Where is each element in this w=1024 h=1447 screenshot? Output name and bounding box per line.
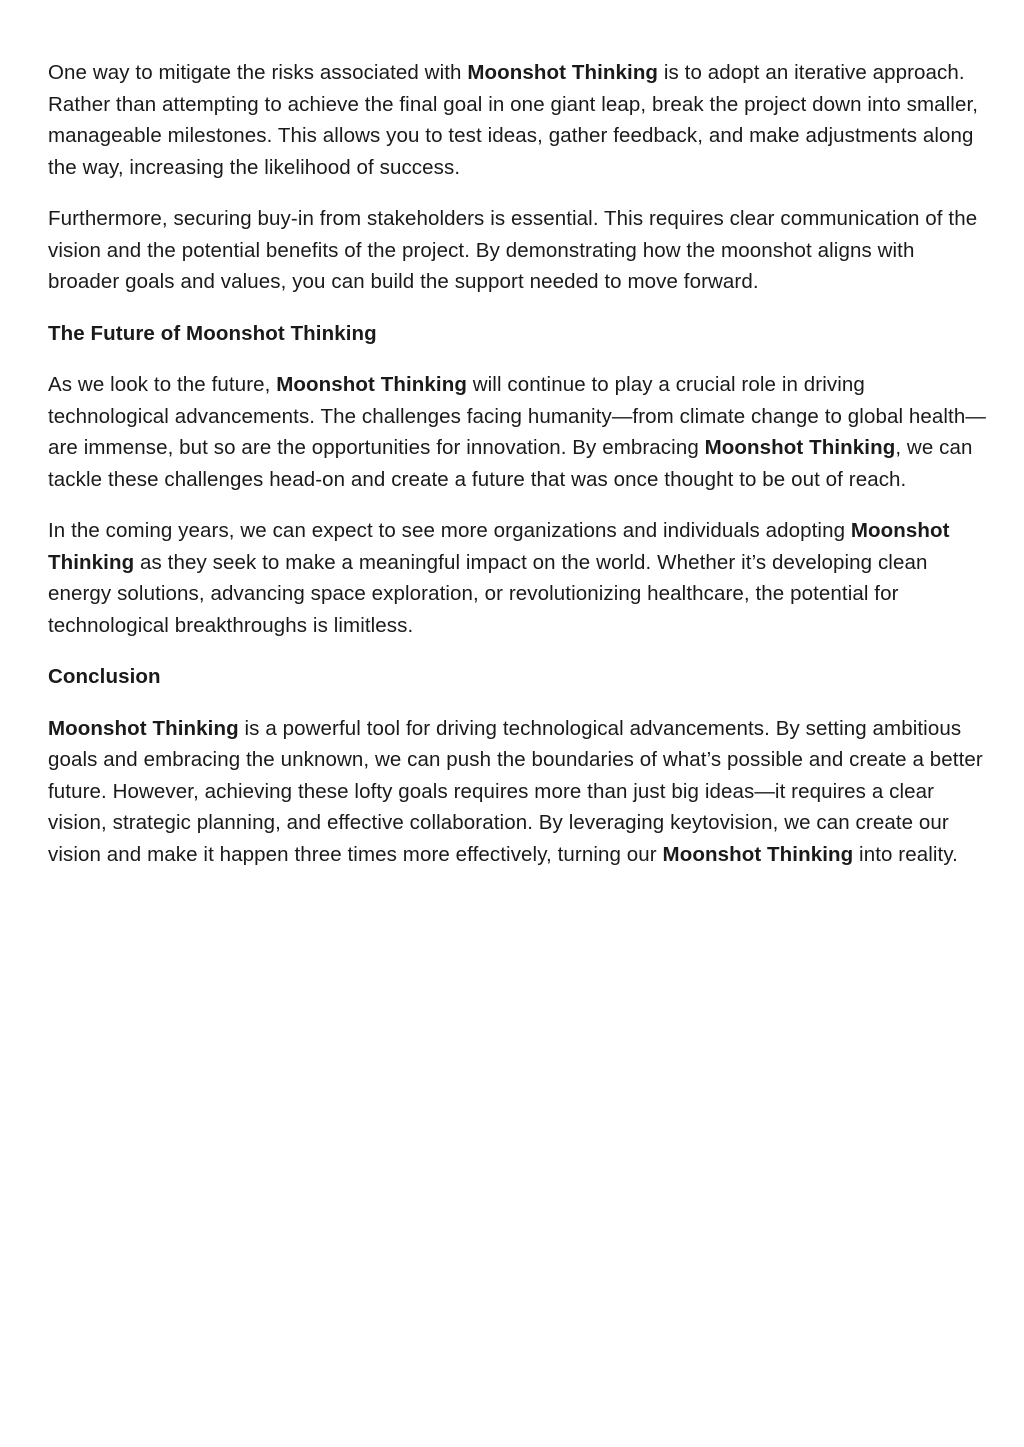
paragraph-stakeholder-buy-in [48,203,988,298]
paragraph-iterative-approach [48,57,988,183]
bold-term: Moonshot Thinking [276,373,467,396]
bold-term: Moonshot Thinking [662,842,854,866]
bold-term: Moonshot Thinking [704,436,896,459]
section-heading-future: The Future of Moonshot Thinking [48,321,377,345]
paragraph-text: , we can tackle these challenges head-on and create a future that was once thought to be out of reach. [48,436,973,491]
bold-term: Moonshot Thinking [467,61,659,84]
paragraph-coming-years [48,515,988,641]
paragraph-text: Furthermore, securing buy-in from stakeholders is essential. This requires clear communication of the vision and the potential benefits of the project. By demonstrating how the moonshot aligns with broader goals and values, you can build the support needed to move forward. [48,207,978,293]
paragraph-text: In the coming years, we can expect to see more organizations and individuals adopting [48,519,851,542]
paragraph-text: As we look to the future, [48,373,277,396]
bold-term: Moonshot Thinking [48,519,950,574]
bold-term: Moonshot Thinking [48,716,239,740]
document-body [48,57,988,890]
paragraph-text: into reality. [853,842,958,866]
section-heading-conclusion: Conclusion [48,665,161,688]
paragraph-conclusion [48,713,988,871]
paragraph-future-role [48,369,988,495]
paragraph-text: as they seek to make a meaningful impact on the world. Whether it’s developing clean energy solutions, advancing space exploration, or revolutionizing healthcare, the potential for technological breakthroughs is limitless. [48,550,928,637]
paragraph-text: is a powerful tool for driving technological advancements. By setting ambitious goals and embracing the unknown, we can push the boundaries of what’s possible and create a better future. However, achieving these lofty goals requires more than just big ideas—it requires a clear vision, strategic planning, and effective collaboration. By leveraging keytovision, we can create our vision and make it happen three times more effectively, turning our [48,716,983,866]
paragraph-text: is to adopt an iterative approach. Rather than attempting to achieve the final goal in one giant leap, break the project down into smaller, manageable milestones. This allows you to test ideas, gather feedback, and make adjustments along the way, increasing the likelihood of success. [48,61,979,179]
paragraph-text: One way to mitigate the risks associated with [48,61,468,84]
paragraph-text: will continue to play a crucial role in driving technological advancements. The challenges facing humanity—from climate change to global health—are immense, but so are the opportunities for innovation. By embracing [48,373,986,459]
